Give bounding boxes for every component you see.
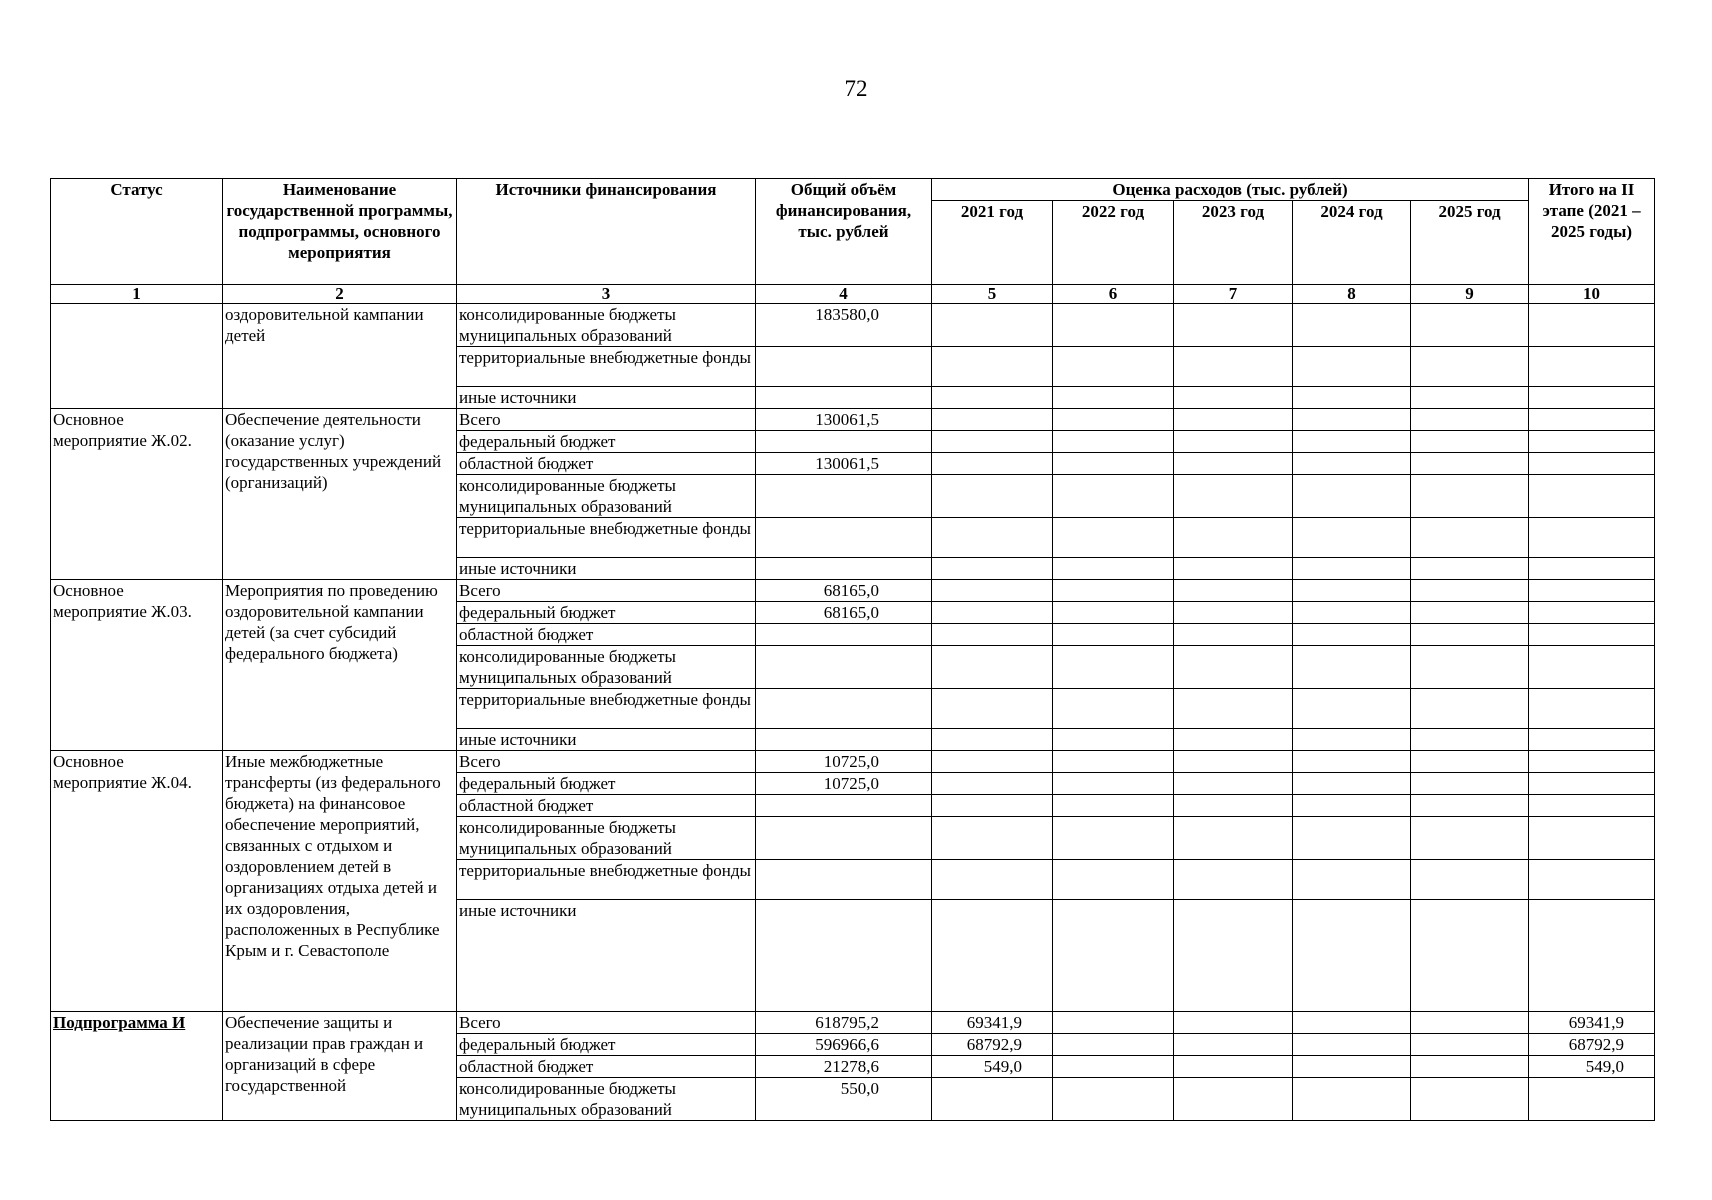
total-cell	[756, 518, 932, 558]
source-cell: иные источники	[457, 558, 756, 580]
total-cell	[756, 729, 932, 751]
table-body	[51, 304, 1655, 1121]
year-cell-empty	[1293, 900, 1411, 1012]
itogo-cell	[1529, 580, 1655, 602]
year-cell-empty	[1411, 773, 1529, 795]
year-cell-empty	[1411, 900, 1529, 1012]
year-cell-empty	[1053, 773, 1174, 795]
year-cell-empty	[1293, 751, 1411, 773]
year-cell-empty	[1293, 1078, 1411, 1121]
total-cell: 183580,0	[756, 304, 932, 347]
itogo-cell	[1529, 900, 1655, 1012]
year-cell-empty	[1293, 729, 1411, 751]
year-cell-empty	[1053, 817, 1174, 860]
year-2021-cell	[932, 580, 1053, 602]
year-cell-empty	[1174, 1012, 1293, 1034]
year-cell-empty	[1174, 624, 1293, 646]
year-cell-empty	[1411, 558, 1529, 580]
year-cell-empty	[1053, 900, 1174, 1012]
year-2021-cell	[932, 347, 1053, 387]
year-cell-empty	[1174, 387, 1293, 409]
itogo-cell	[1529, 773, 1655, 795]
year-cell-empty	[1053, 453, 1174, 475]
column-number: 9	[1411, 285, 1529, 304]
header-estimate: Оценка расходов (тыс. рублей)	[932, 179, 1529, 201]
source-cell: консолидированные бюджеты муниципальных образований	[457, 1078, 756, 1121]
year-cell-empty	[1174, 431, 1293, 453]
year-cell-empty	[1411, 431, 1529, 453]
itogo-cell	[1529, 475, 1655, 518]
year-cell-empty	[1174, 1056, 1293, 1078]
source-cell: консолидированные бюджеты муниципальных образований	[457, 646, 756, 689]
total-cell	[756, 558, 932, 580]
year-cell-empty	[1174, 689, 1293, 729]
source-cell: федеральный бюджет	[457, 431, 756, 453]
year-2021-cell: 68792,9	[932, 1034, 1053, 1056]
total-cell: 68165,0	[756, 602, 932, 624]
itogo-cell	[1529, 431, 1655, 453]
itogo-cell: 549,0	[1529, 1056, 1655, 1078]
page-number: 72	[844, 76, 868, 101]
source-cell: федеральный бюджет	[457, 602, 756, 624]
year-cell-empty	[1411, 624, 1529, 646]
header-sources: Источники финансирования	[457, 179, 756, 285]
year-cell-empty	[1293, 558, 1411, 580]
year-cell-empty	[1174, 817, 1293, 860]
year-cell-empty	[1174, 518, 1293, 558]
itogo-cell	[1529, 689, 1655, 729]
year-cell-empty	[1174, 602, 1293, 624]
source-cell: иные источники	[457, 729, 756, 751]
year-cell-empty	[1053, 729, 1174, 751]
year-2021-cell	[932, 518, 1053, 558]
source-cell: Всего	[457, 1012, 756, 1034]
year-2021-cell	[932, 773, 1053, 795]
year-2021-cell	[932, 729, 1053, 751]
year-cell-empty	[1053, 1034, 1174, 1056]
itogo-cell	[1529, 860, 1655, 900]
itogo-cell: 69341,9	[1529, 1012, 1655, 1034]
year-cell-empty	[1053, 751, 1174, 773]
year-cell-empty	[1053, 1078, 1174, 1121]
year-cell-empty	[1053, 409, 1174, 431]
total-cell: 10725,0	[756, 773, 932, 795]
year-cell-empty	[1053, 558, 1174, 580]
year-2021-cell	[932, 409, 1053, 431]
source-cell: территориальные внебюджетные фонды	[457, 518, 756, 558]
year-cell-empty	[1411, 387, 1529, 409]
total-cell: 10725,0	[756, 751, 932, 773]
itogo-cell: 68792,9	[1529, 1034, 1655, 1056]
source-cell: Всего	[457, 580, 756, 602]
table-row	[51, 580, 1655, 602]
year-2021-cell	[932, 624, 1053, 646]
year-cell-empty	[1411, 1056, 1529, 1078]
status-text: Основное мероприятие Ж.02.	[53, 410, 192, 450]
year-cell-empty	[1293, 304, 1411, 347]
column-number: 5	[932, 285, 1053, 304]
source-cell: иные источники	[457, 900, 756, 1012]
year-cell-empty	[1053, 1056, 1174, 1078]
source-cell: федеральный бюджет	[457, 773, 756, 795]
year-2021-cell	[932, 860, 1053, 900]
source-cell: территориальные внебюджетные фонды	[457, 347, 756, 387]
year-cell-empty	[1174, 860, 1293, 900]
total-cell: 130061,5	[756, 409, 932, 431]
year-cell-empty	[1053, 860, 1174, 900]
total-cell	[756, 860, 932, 900]
year-cell-empty	[1293, 646, 1411, 689]
year-cell-empty	[1174, 475, 1293, 518]
source-cell: иные источники	[457, 387, 756, 409]
year-2021-cell	[932, 1078, 1053, 1121]
column-number: 7	[1174, 285, 1293, 304]
program-name-cell: Мероприятия по проведению оздоровительной кампании детей (за счет субсидий федерального бюджета)	[223, 580, 457, 751]
table-row	[51, 1012, 1655, 1034]
total-cell: 550,0	[756, 1078, 932, 1121]
year-2021-cell	[932, 431, 1053, 453]
source-cell: Всего	[457, 751, 756, 773]
year-2021-cell	[932, 795, 1053, 817]
total-cell	[756, 475, 932, 518]
year-cell-empty	[1293, 475, 1411, 518]
year-2021-cell: 549,0	[932, 1056, 1053, 1078]
year-cell-empty	[1293, 602, 1411, 624]
source-cell: областной бюджет	[457, 1056, 756, 1078]
status-cell	[51, 409, 223, 580]
itogo-cell	[1529, 795, 1655, 817]
table-row	[51, 304, 1655, 347]
source-cell: областной бюджет	[457, 453, 756, 475]
year-cell-empty	[1053, 1012, 1174, 1034]
header-total: Общий объём финансирования, тыс. рублей	[756, 179, 932, 285]
column-number: 4	[756, 285, 932, 304]
itogo-cell	[1529, 1078, 1655, 1121]
itogo-cell	[1529, 751, 1655, 773]
source-cell: Всего	[457, 409, 756, 431]
year-cell-empty	[1053, 431, 1174, 453]
year-cell-empty	[1293, 518, 1411, 558]
total-cell	[756, 817, 932, 860]
year-2021-cell	[932, 304, 1053, 347]
year-cell-empty	[1411, 409, 1529, 431]
status-cell	[51, 304, 223, 409]
total-cell	[756, 900, 932, 1012]
total-cell	[756, 387, 932, 409]
year-cell-empty	[1174, 773, 1293, 795]
program-name-cell: Обеспечение защиты и реализации прав граждан и организаций в сфере государственной	[223, 1012, 457, 1121]
source-cell: областной бюджет	[457, 624, 756, 646]
year-cell-empty	[1053, 347, 1174, 387]
status-cell	[51, 580, 223, 751]
source-cell: областной бюджет	[457, 795, 756, 817]
year-cell-empty	[1411, 795, 1529, 817]
year-cell-empty	[1293, 387, 1411, 409]
column-number: 10	[1529, 285, 1655, 304]
year-cell-empty	[1411, 689, 1529, 729]
year-cell-empty	[1174, 347, 1293, 387]
year-2021-cell	[932, 558, 1053, 580]
program-name-cell: Обеспечение деятельности (оказание услуг) государственных учреждений (организаций)	[223, 409, 457, 580]
total-cell	[756, 646, 932, 689]
header-year: 2025 год	[1411, 201, 1529, 285]
year-cell-empty	[1174, 729, 1293, 751]
column-number: 2	[223, 285, 457, 304]
year-2021-cell	[932, 900, 1053, 1012]
column-number: 1	[51, 285, 223, 304]
year-cell-empty	[1293, 1012, 1411, 1034]
financing-table	[50, 178, 1655, 1121]
status-cell	[51, 751, 223, 1012]
itogo-cell	[1529, 347, 1655, 387]
year-cell-empty	[1053, 475, 1174, 518]
year-cell-empty	[1174, 1078, 1293, 1121]
year-cell-empty	[1053, 795, 1174, 817]
year-cell-empty	[1293, 347, 1411, 387]
itogo-cell	[1529, 729, 1655, 751]
itogo-cell	[1529, 558, 1655, 580]
year-cell-empty	[1174, 1034, 1293, 1056]
year-cell-empty	[1293, 580, 1411, 602]
year-cell-empty	[1174, 304, 1293, 347]
itogo-cell	[1529, 409, 1655, 431]
year-cell-empty	[1293, 1056, 1411, 1078]
year-cell-empty	[1293, 773, 1411, 795]
year-cell-empty	[1293, 624, 1411, 646]
source-cell: федеральный бюджет	[457, 1034, 756, 1056]
table-row	[51, 751, 1655, 773]
year-cell-empty	[1053, 646, 1174, 689]
year-cell-empty	[1053, 304, 1174, 347]
status-text: Основное мероприятие Ж.04.	[53, 752, 192, 792]
year-cell-empty	[1174, 795, 1293, 817]
year-cell-empty	[1293, 817, 1411, 860]
year-cell-empty	[1411, 1034, 1529, 1056]
year-cell-empty	[1411, 518, 1529, 558]
status-text: Основное мероприятие Ж.03.	[53, 581, 192, 621]
total-cell	[756, 689, 932, 729]
itogo-cell	[1529, 817, 1655, 860]
total-cell: 596966,6	[756, 1034, 932, 1056]
total-cell	[756, 624, 932, 646]
total-cell	[756, 347, 932, 387]
header-year: 2022 год	[1053, 201, 1174, 285]
year-2021-cell	[932, 602, 1053, 624]
total-cell	[756, 431, 932, 453]
year-cell-empty	[1411, 453, 1529, 475]
year-cell-empty	[1174, 900, 1293, 1012]
total-cell	[756, 795, 932, 817]
year-2021-cell	[932, 387, 1053, 409]
source-cell: консолидированные бюджеты муниципальных образований	[457, 817, 756, 860]
column-number: 8	[1293, 285, 1411, 304]
program-name-cell: Иные межбюджетные трансферты (из федерального бюджета) на финансовое обеспечение мероприятий, связанных с отдыхом и оздоровлением детей в организациях отдыха детей и их оздоровления, расположенных в Республике Крым и г. Севастополе	[223, 751, 457, 1012]
header-year: 2021 год	[932, 201, 1053, 285]
year-cell-empty	[1411, 751, 1529, 773]
source-cell: территориальные внебюджетные фонды	[457, 860, 756, 900]
year-cell-empty	[1053, 580, 1174, 602]
header-itogo: Итого на II этапе (2021 – 2025 годы)	[1529, 179, 1655, 285]
program-name-cell: оздоровительной кампании детей	[223, 304, 457, 409]
year-cell-empty	[1411, 860, 1529, 900]
itogo-cell	[1529, 304, 1655, 347]
year-cell-empty	[1293, 860, 1411, 900]
year-2021-cell	[932, 475, 1053, 518]
year-cell-empty	[1053, 602, 1174, 624]
year-2021-cell	[932, 817, 1053, 860]
year-cell-empty	[1411, 729, 1529, 751]
source-cell: консолидированные бюджеты муниципальных образований	[457, 475, 756, 518]
year-cell-empty	[1174, 646, 1293, 689]
header-year: 2024 год	[1293, 201, 1411, 285]
itogo-cell	[1529, 387, 1655, 409]
year-cell-empty	[1293, 453, 1411, 475]
year-cell-empty	[1053, 624, 1174, 646]
year-cell-empty	[1411, 1078, 1529, 1121]
year-cell-empty	[1174, 751, 1293, 773]
itogo-cell	[1529, 518, 1655, 558]
year-cell-empty	[1174, 580, 1293, 602]
year-cell-empty	[1293, 689, 1411, 729]
header-name: Наименование государственной программы, подпрограммы, основного мероприятия	[223, 179, 457, 285]
year-cell-empty	[1411, 580, 1529, 602]
itogo-cell	[1529, 624, 1655, 646]
status-text: Подпрограмма И	[53, 1013, 186, 1032]
year-2021-cell	[932, 689, 1053, 729]
total-cell: 68165,0	[756, 580, 932, 602]
header-status: Статус	[51, 179, 223, 285]
year-cell-empty	[1411, 1012, 1529, 1034]
year-2021-cell	[932, 453, 1053, 475]
itogo-cell	[1529, 453, 1655, 475]
column-number: 3	[457, 285, 756, 304]
year-cell-empty	[1411, 817, 1529, 860]
year-cell-empty	[1411, 475, 1529, 518]
year-cell-empty	[1174, 409, 1293, 431]
table-row	[51, 409, 1655, 431]
year-cell-empty	[1174, 558, 1293, 580]
year-cell-empty	[1411, 602, 1529, 624]
total-cell: 21278,6	[756, 1056, 932, 1078]
header-year: 2023 год	[1174, 201, 1293, 285]
year-cell-empty	[1293, 409, 1411, 431]
source-cell: консолидированные бюджеты муниципальных образований	[457, 304, 756, 347]
column-number: 6	[1053, 285, 1174, 304]
total-cell: 618795,2	[756, 1012, 932, 1034]
year-cell-empty	[1411, 646, 1529, 689]
year-cell-empty	[1053, 518, 1174, 558]
year-cell-empty	[1293, 431, 1411, 453]
year-cell-empty	[1053, 387, 1174, 409]
year-2021-cell	[932, 751, 1053, 773]
year-cell-empty	[1174, 453, 1293, 475]
itogo-cell	[1529, 646, 1655, 689]
source-cell: территориальные внебюджетные фонды	[457, 689, 756, 729]
year-cell-empty	[1053, 689, 1174, 729]
status-cell	[51, 1012, 223, 1121]
year-2021-cell	[932, 646, 1053, 689]
year-cell-empty	[1411, 347, 1529, 387]
total-cell: 130061,5	[756, 453, 932, 475]
year-cell-empty	[1293, 1034, 1411, 1056]
year-cell-empty	[1411, 304, 1529, 347]
itogo-cell	[1529, 602, 1655, 624]
year-cell-empty	[1293, 795, 1411, 817]
year-2021-cell: 69341,9	[932, 1012, 1053, 1034]
